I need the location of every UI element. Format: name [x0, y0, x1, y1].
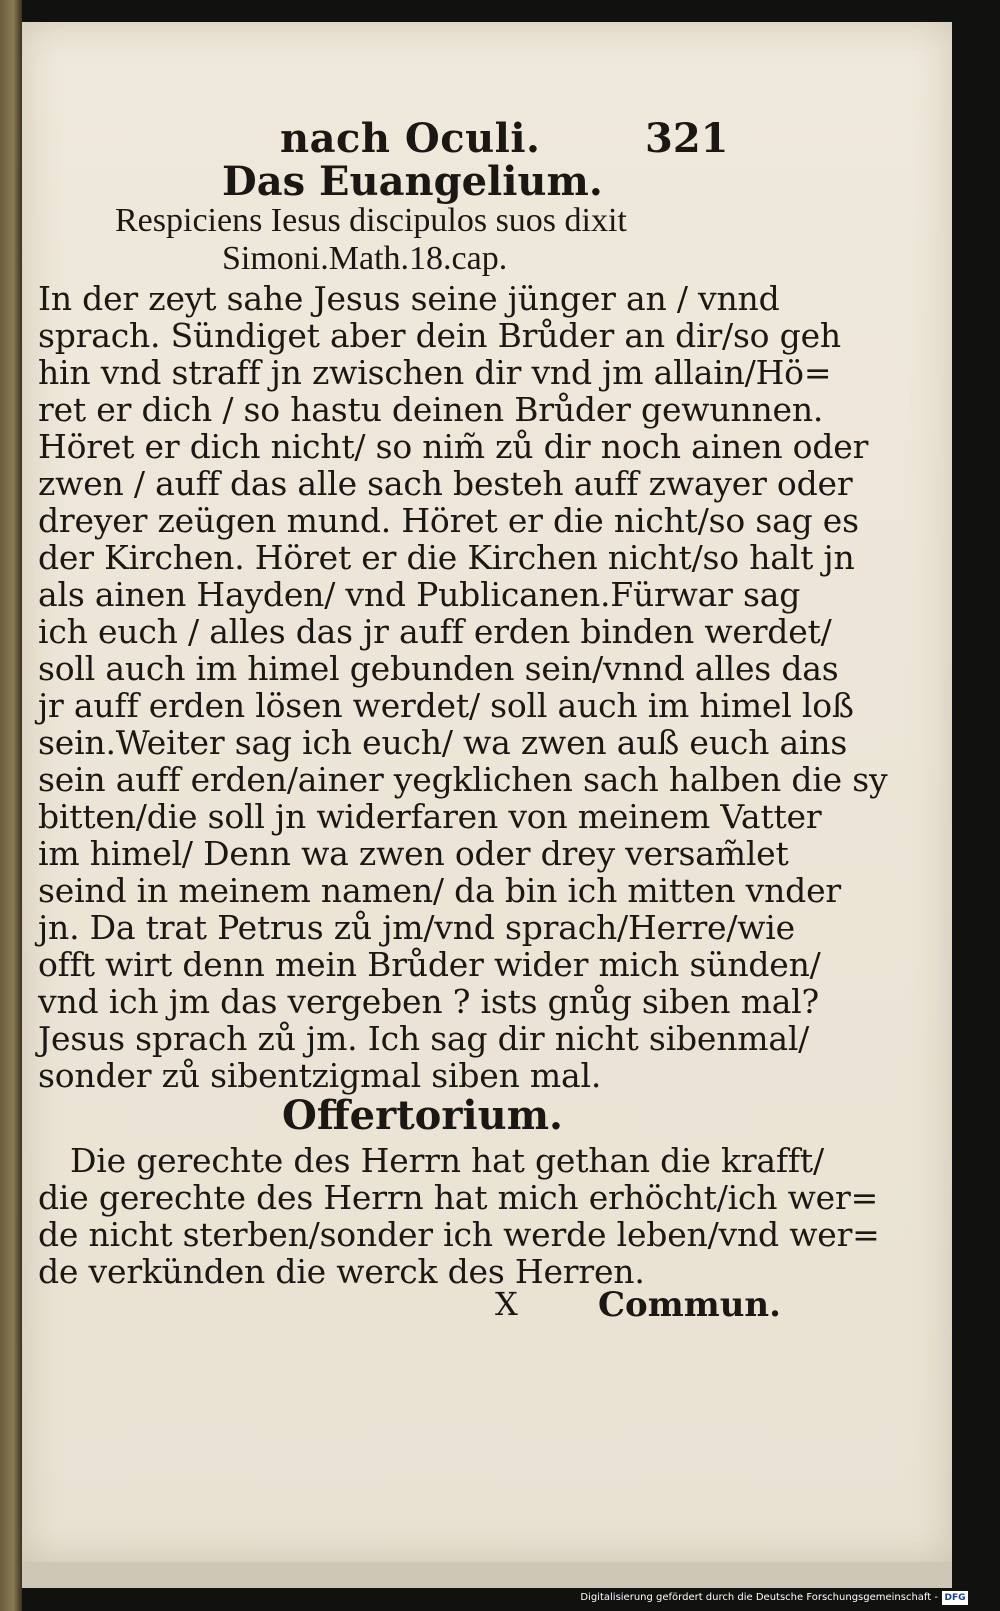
offertorium-line: de verkünden die werck des Herren.	[38, 1252, 645, 1291]
binding-gutter	[0, 0, 22, 1611]
gospel-line: sonder zů sibentzigmal siben mal.	[38, 1056, 602, 1095]
gospel-line: bitten/die soll jn widerfaren von meinem Vatter	[38, 797, 822, 836]
gospel-line: dreyer zeügen mund. Höret er die nicht/so sag es	[38, 501, 859, 540]
gospel-line: seind in meinem namen/ da bin ich mitten vnder	[38, 871, 841, 910]
digitization-credit: Digitalisierung gefördert durch die Deutsche Forschungsgemeinschaft -	[580, 1592, 938, 1603]
signature-mark: X	[495, 1285, 518, 1323]
gospel-line: In der zeyt sahe Jesus seine jünger an / vnnd	[38, 279, 780, 318]
gospel-line: jn. Da trat Petrus zů jm/vnd sprach/Herre/wie	[38, 908, 795, 947]
latin-incipit-line-2: Simoni.Math.18.cap.	[222, 240, 508, 277]
gospel-line: als ainen Hayden/ vnd Publicanen.Fürwar sag	[38, 575, 801, 614]
gospel-line: sein.Weiter sag ich euch/ wa zwen auß euch ains	[38, 723, 848, 762]
gospel-line: zwen / auff das alle sach besteh auff zwayer oder	[38, 464, 853, 503]
offertorium-heading: Offertorium.	[282, 1092, 563, 1139]
catchword: Commun.	[598, 1285, 781, 1325]
gospel-line: offt wirt denn mein Brůder wider mich sünden/	[38, 945, 821, 984]
page-number: 321	[645, 115, 729, 162]
gospel-line: jr auff erden lösen werdet/ soll auch im himel loß	[38, 686, 854, 725]
page-bottom-edge	[22, 1562, 952, 1588]
offertorium-line: de nicht sterben/sonder ich werde leben/vnd wer=	[38, 1215, 880, 1254]
gospel-line: ret er dich / so hastu deinen Brůder gewunnen.	[38, 390, 824, 429]
gospel-line: der Kirchen. Höret er die Kirchen nicht/so halt jn	[38, 538, 855, 577]
gospel-line: vnd ich jm das vergeben ? ists gnůg siben mal?	[38, 982, 820, 1021]
running-head: nach Oculi.	[280, 115, 541, 162]
gospel-line: Jesus sprach zů jm. Ich sag dir nicht sibenmal/	[38, 1019, 810, 1058]
section-heading: Das Euangelium.	[222, 158, 603, 205]
gospel-line: sein auff erden/ainer yegklichen sach halben die sy	[38, 760, 888, 799]
offertorium-line: die gerechte des Herrn hat mich erhöcht/ich wer=	[38, 1178, 879, 1217]
gospel-line: hin vnd straff jn zwischen dir vnd jm allain/Hö=	[38, 353, 832, 392]
dfg-logo: DFG	[942, 1591, 968, 1605]
gospel-line: im himel/ Denn wa zwen oder drey versam̃let	[38, 834, 789, 873]
gospel-line: ich euch / alles das jr auff erden binden werdet/	[38, 612, 832, 651]
latin-incipit-line-1: Respiciens Iesus discipulos suos dixit	[115, 202, 627, 239]
gospel-line: sprach. Sündiget aber dein Brůder an dir/so geh	[38, 316, 841, 355]
offertorium-line: Die gerechte des Herrn hat gethan die krafft/	[70, 1141, 824, 1180]
gospel-line: Höret er dich nicht/ so nim̃ zů dir noch ainen oder	[38, 427, 869, 466]
gospel-line: soll auch im himel gebunden sein/vnnd alles das	[38, 649, 839, 688]
